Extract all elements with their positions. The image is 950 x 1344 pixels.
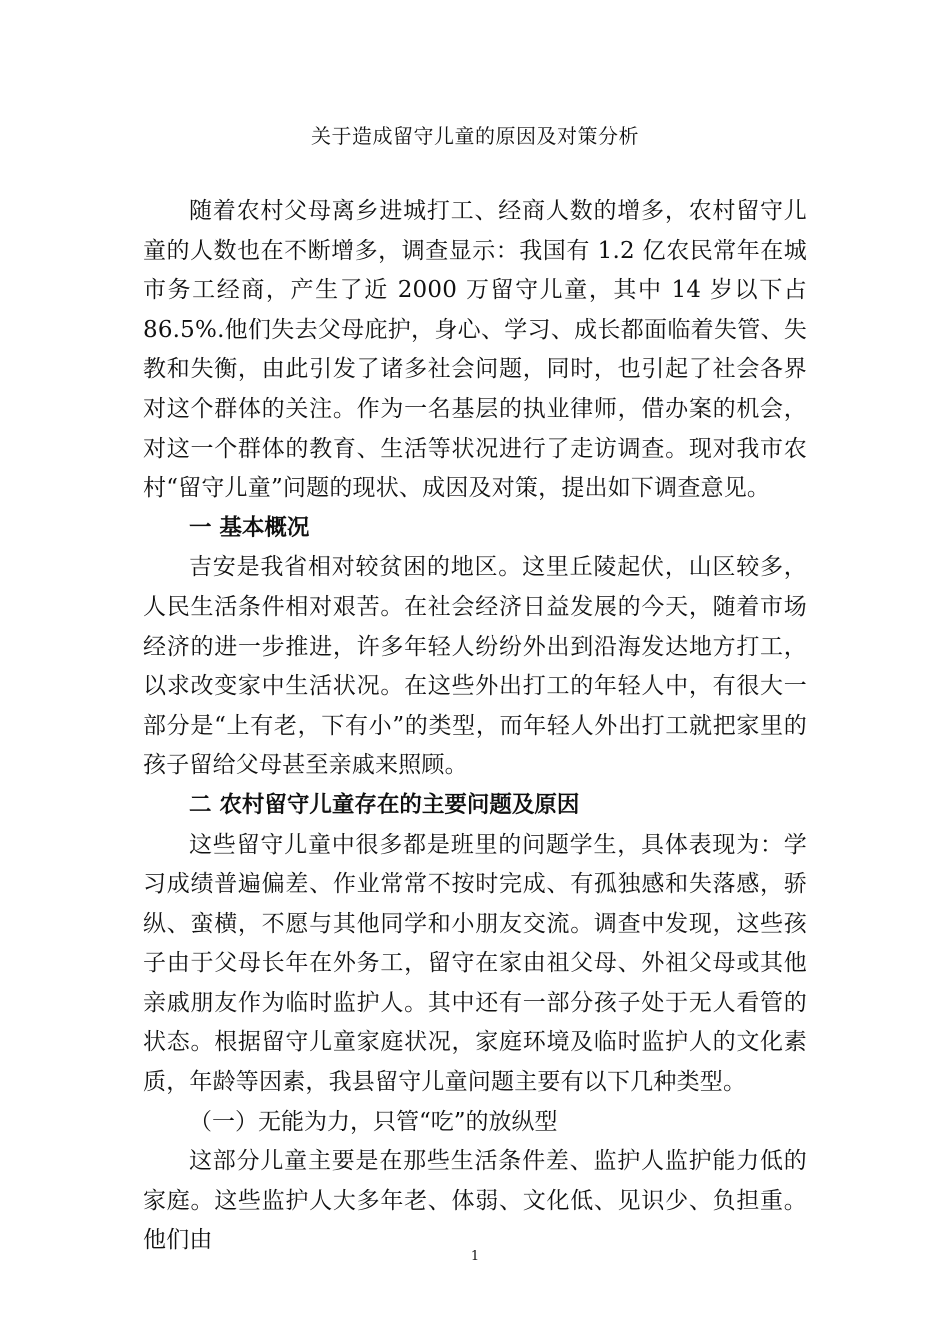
document-title: 关于造成留守儿童的原因及对策分析: [311, 124, 639, 148]
intro-paragraph: 随着农村父母离乡进城打工、经商人数的增多，农村留守儿童的人数也在不断增多，调查显示：我国有 1.2 亿农民常年在城市务工经商，产生了近 2000 万留守儿童，其中 14 岁以下占 86.5%.他们失去父母庇护，身心、学习、成长都面临着失管、失教和失衡，由此引发了诸多社会问题，同时，也引起了社会各界对这个群体的关注。作为一名基层的执业律师，借办案的机会，对这一个群体的教育、生活等状况进行了走访调查。现对我市农村“留守儿童”问题的现状、成因及对策，提出如下调查意见。: [143, 198, 807, 502]
document-body: [143, 192, 807, 1261]
problems-paragraph: 这些留守儿童中很多都是班里的问题学生，具体表现为：学习成绩普遍偏差、作业常常不按时完成、有孤独感和失落感，骄纵、蛮横，不愿与其他同学和小朋友交流。调查中发现，这些孩子由于父母长年在外务工，留守在家由祖父母、外祖父母或其他亲戚朋友作为临时监护人。其中还有一部分孩子处于无人看管的状态。根据留守儿童家庭状况，家庭环境及临时监护人的文化素质，年龄等因素，我县留守儿童问题主要有以下几种类型。: [143, 831, 807, 1096]
section-heading-overview: 一 基本概况: [189, 514, 310, 541]
type-one-paragraph: 这部分儿童主要是在那些生活条件差、监护人监护能力低的家庭。这些监护人大多年老、体弱、文化低、见识少、负担重。他们由: [143, 1148, 807, 1254]
overview-paragraph: 吉安是我省相对较贫困的地区。这里丘陵起伏，山区较多，人民生活条件相对艰苦。在社会经济日益发展的今天，随着市场经济的进一步推进，许多年轻人纷纷外出到沿海发达地方打工，以求改变家中生活状况。在这些外出打工的年轻人中，有很大一部分是“上有老，下有小”的类型，而年轻人外出打工就把家里的孩子留给父母甚至亲戚来照顾。: [143, 554, 807, 779]
section-heading-problems: 二 农村留守儿童存在的主要问题及原因: [189, 791, 580, 818]
subheading-type-one: （一）无能为力，只管“吃”的放纵型: [189, 1108, 558, 1135]
page-number: 1: [470, 1249, 480, 1264]
